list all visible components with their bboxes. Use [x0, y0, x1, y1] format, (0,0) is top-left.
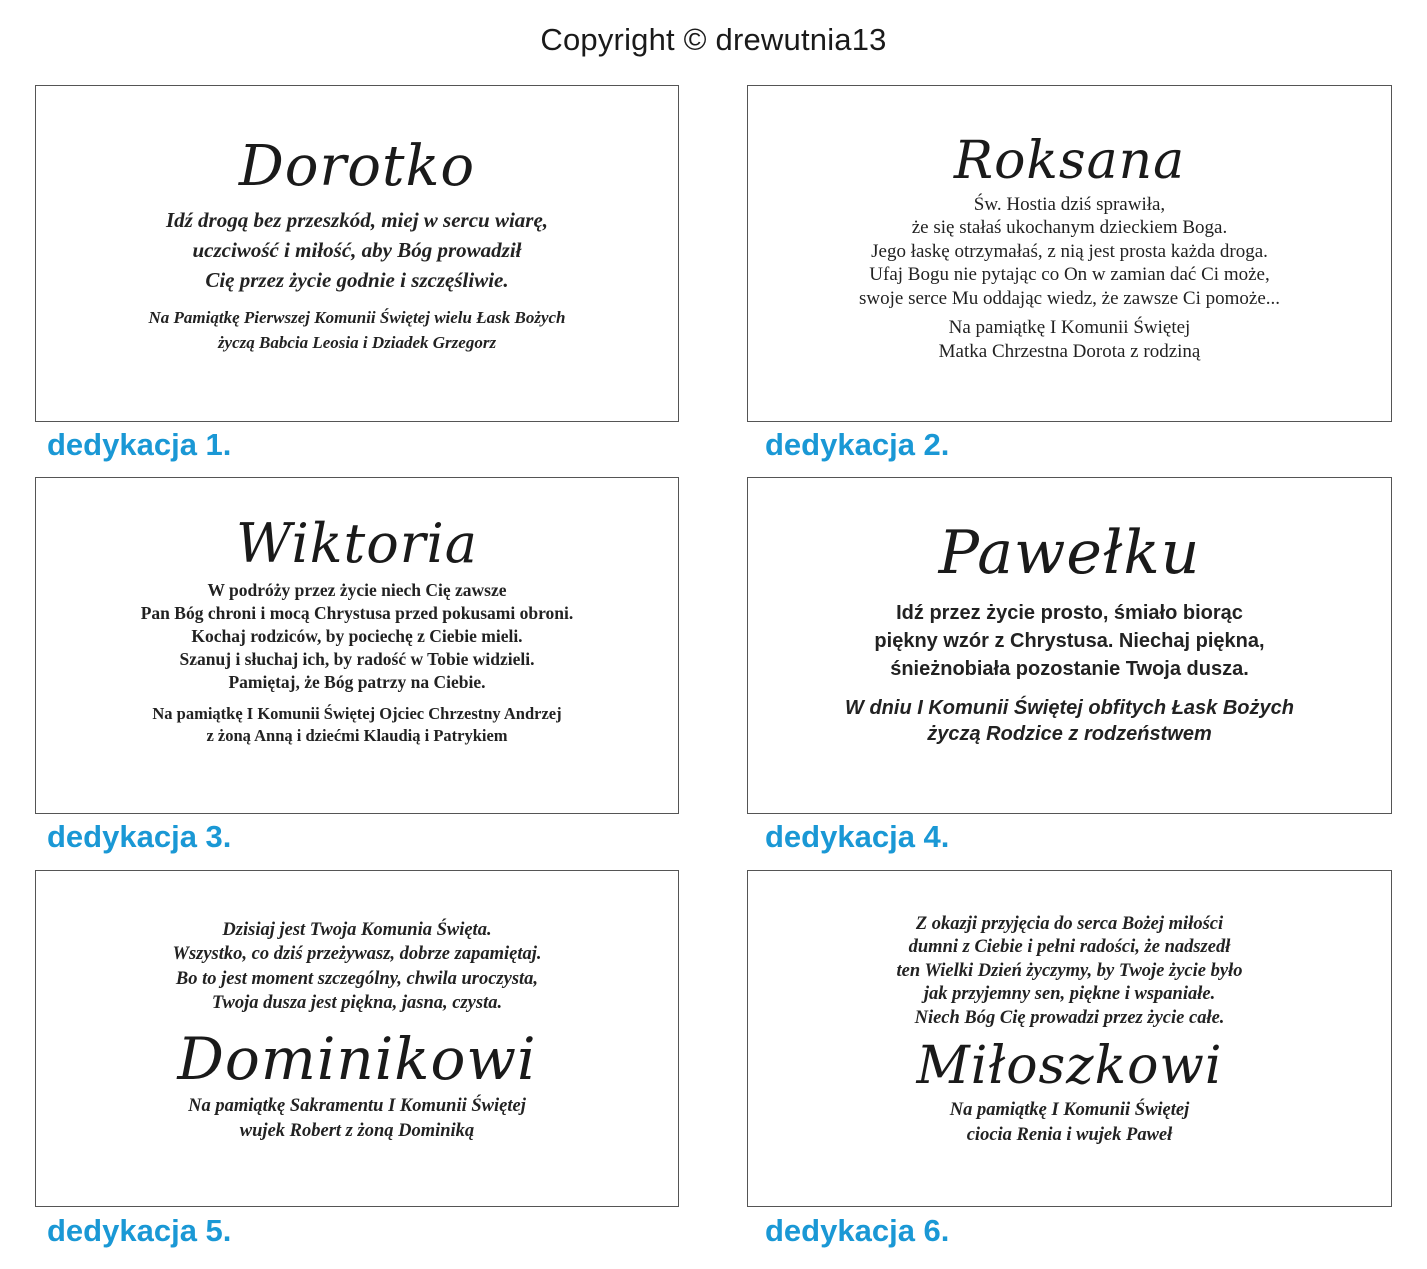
body-line: jak przyjemny sen, piękne i wspaniałe. [923, 984, 1216, 1005]
body-line: Dzisiaj jest Twoja Komunia Święta. [222, 919, 492, 940]
body-line: Pamiętaj, że Bóg patrzy na Ciebie. [228, 671, 486, 692]
signature-line: Na pamiątkę I Komunii Świętej Ojciec Chrzestny Andrzej [152, 703, 562, 723]
body-line: Cię przez życie godnie i szczęśliwie. [205, 267, 509, 292]
body-line: Kochaj rodziców, by pociechę z Ciebie mieli. [191, 625, 523, 646]
dedication-body [173, 918, 542, 1016]
dedication-signature [950, 1098, 1190, 1148]
body-line: Ufaj Bogu nie pytając co On w zamian dać Ci może, [869, 264, 1270, 286]
body-line: W podróży przez życie niech Cię zawsze [207, 579, 507, 600]
body-line: Niech Bóg Cię prowadzi przez życie całe. [914, 1007, 1225, 1028]
dedication-name: Roksana [953, 130, 1186, 191]
body-line: Idź drogą bez przeszkód, miej w sercu wiarę, [165, 207, 549, 232]
dedication-label-4: dedykacja 4. [765, 819, 950, 854]
signature-line: wujek Robert z żoną Dominiką [239, 1120, 475, 1141]
dedication-name: Miłoszkowi [916, 1036, 1223, 1097]
dedication-name: Pawełku [938, 517, 1201, 588]
body-line: Z okazji przyjęcia do serca Bożej miłości [915, 913, 1224, 934]
dedication-body [166, 205, 548, 295]
body-line: uczciwość i miłość, aby Bóg prowadził [192, 237, 522, 262]
copyright-notice: Copyright © drewutnia13 [540, 22, 887, 57]
signature-line: życzą Babcia Leosia i Dziadek Grzegorz [217, 332, 497, 352]
dedication-signature [188, 1094, 526, 1144]
signature-line: Na pamiątkę I Komunii Świętej [948, 317, 1191, 339]
signature-line: Na pamiątkę I Komunii Świętej [949, 1100, 1190, 1121]
dedication-label-3: dedykacja 3. [47, 819, 232, 854]
body-line: Idź przez życie prosto, śmiało biorąc [896, 601, 1243, 624]
dedication-card-3[interactable] [35, 477, 679, 814]
body-line: Pan Bóg chroni i mocą Chrystusa przed pokusami obroni. [140, 602, 574, 623]
dedication-label-6: dedykacja 6. [765, 1213, 950, 1248]
dedication-card-2[interactable] [747, 85, 1392, 422]
dedication-name: Wiktoria [235, 511, 479, 575]
dedication-card-1[interactable] [35, 85, 679, 422]
dedication-label-5: dedykacja 5. [47, 1213, 232, 1248]
dedication-signature [939, 316, 1201, 364]
body-line: Bo to jest moment szczególny, chwila uroczysta, [175, 968, 539, 989]
body-line: Twoja dusza jest piękna, jasna, czysta. [211, 993, 503, 1013]
signature-line: Na Pamiątkę Pierwszej Komunii Świętej wielu Łask Bożych [148, 307, 566, 327]
body-line: swoje serce Mu oddając wiedz, że zawsze Ci pomoże... [859, 287, 1280, 309]
body-line: że się stałaś ukochanym dzieckiem Boga. [911, 217, 1228, 239]
body-line: piękny wzór z Chrystusa. Niechaj piękna, [874, 629, 1265, 652]
signature-line: ciocia Renia i wujek Paweł [966, 1125, 1173, 1146]
dedication-body [859, 193, 1280, 311]
signature-line: W dniu I Komunii Świętej obfitych Łask Bożych [845, 696, 1294, 719]
dedication-signature [845, 695, 1294, 747]
dedication-card-4[interactable] [747, 477, 1392, 814]
body-line: śnieżnobiała pozostanie Twoja dusza. [890, 657, 1249, 680]
body-line: Wszystko, co dziś przeżywasz, dobrze zapamiętaj. [172, 944, 542, 964]
dedication-label-2: dedykacja 2. [765, 427, 950, 462]
dedication-body [874, 599, 1264, 683]
dedication-card-6[interactable] [747, 870, 1392, 1207]
body-line: dumni z Ciebie i pełni radości, że nadszedł [908, 937, 1231, 958]
signature-line: Matka Chrzestna Dorota z rodziną [938, 341, 1201, 363]
dedication-card-5[interactable] [35, 870, 679, 1207]
body-line: Jego łaskę otrzymałaś, z nią jest prosta każda droga. [871, 240, 1268, 262]
dedication-signature [152, 703, 561, 747]
dedication-name: Dominikowi [177, 1024, 537, 1093]
dedication-body [897, 913, 1243, 1031]
dedication-label-1: dedykacja 1. [47, 427, 232, 462]
body-line: Św. Hostia dziś sprawiła, [973, 193, 1166, 215]
body-line: Szanuj i słuchaj ich, by radość w Tobie widzieli. [179, 648, 535, 669]
dedication-name: Dorotko [238, 133, 476, 199]
signature-line: życzą Rodzice z rodzeństwem [927, 722, 1212, 745]
signature-line: Na pamiątkę Sakramentu I Komunii Świętej [188, 1095, 526, 1116]
dedication-signature [149, 305, 566, 355]
dedication-body [141, 579, 574, 694]
body-line: ten Wielki Dzień życzymy, by Twoje życie było [896, 960, 1243, 981]
signature-line: z żoną Anną i dziećmi Klaudią i Patrykiem [206, 725, 508, 745]
